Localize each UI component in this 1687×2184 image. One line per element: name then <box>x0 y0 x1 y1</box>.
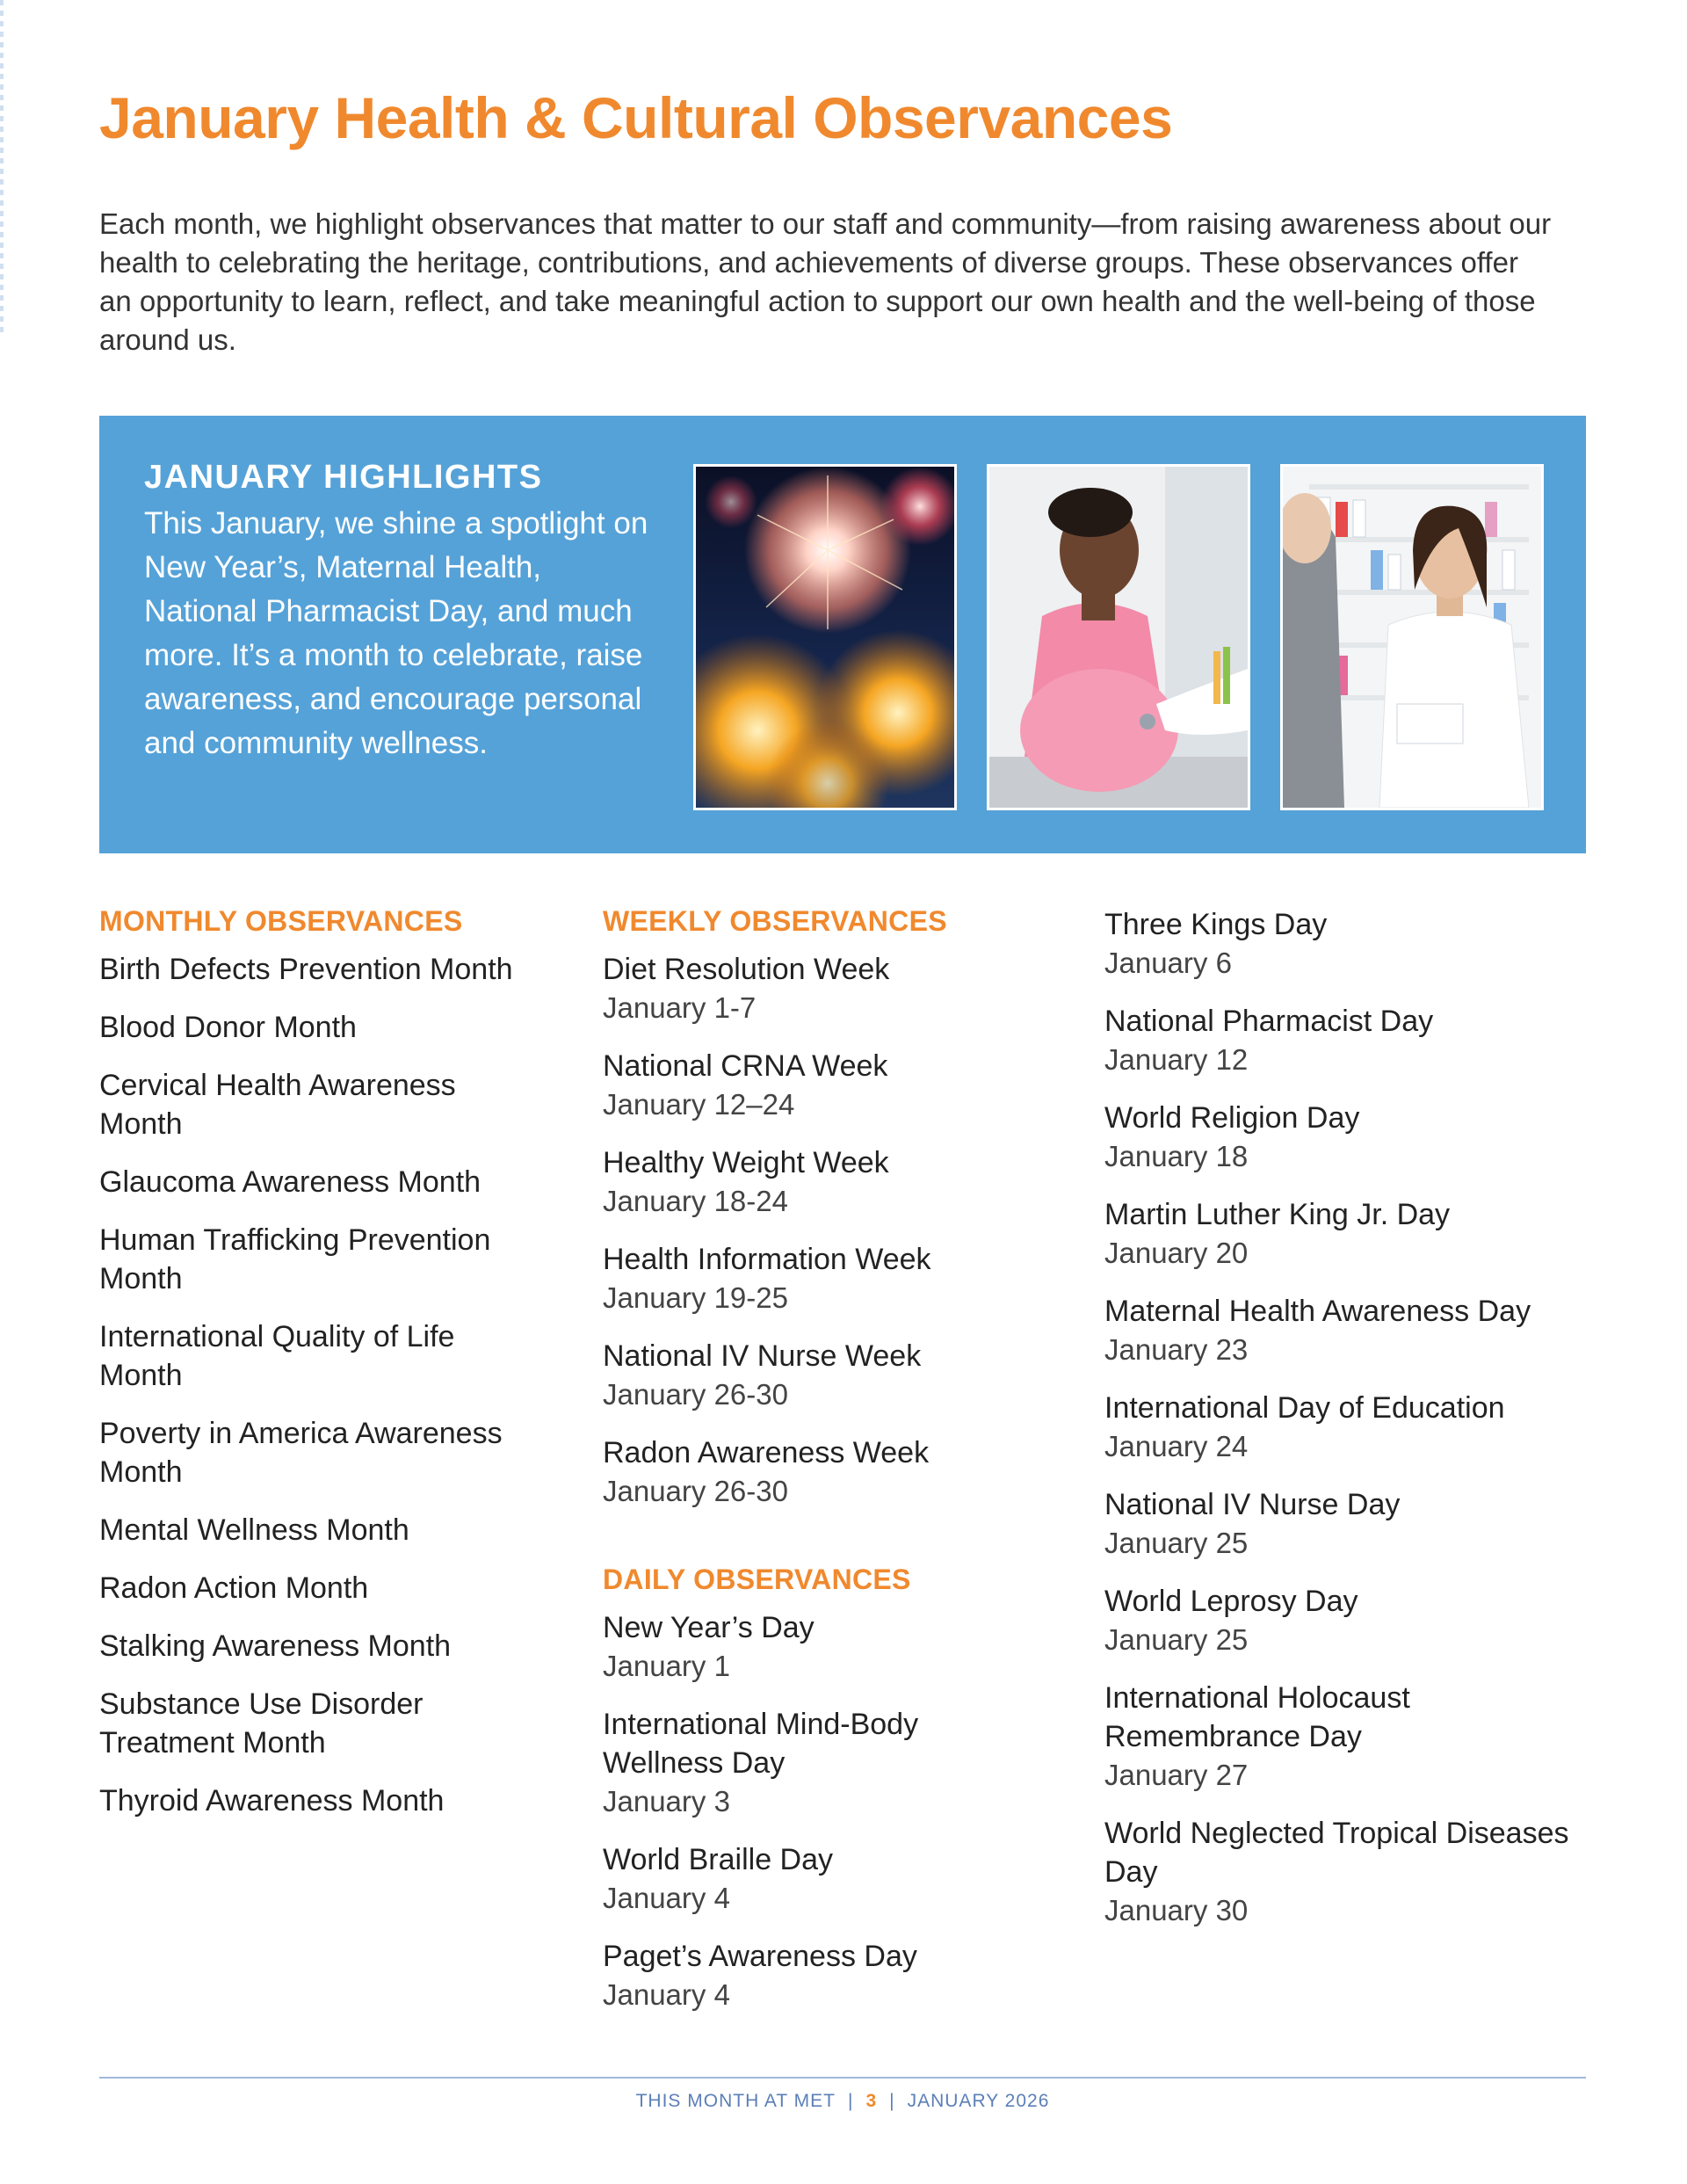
highlights-text <box>144 459 654 765</box>
daily-entry-name: Three Kings Day <box>1104 908 1328 941</box>
page-edge-marks <box>0 0 4 334</box>
monthly-list <box>99 950 539 1820</box>
daily-entry <box>1104 1389 1586 1466</box>
daily-heading: DAILY OBSERVANCES <box>603 1564 911 1595</box>
monthly-item: Stalking Awareness Month <box>99 1629 452 1663</box>
monthly-item: Thyroid Awareness Month <box>99 1784 445 1818</box>
daily-entry-date: January 24 <box>1104 1430 1249 1462</box>
daily-entry-name: World Leprosy Day <box>1104 1585 1358 1618</box>
daily-entry-date: January 1 <box>603 1650 730 1682</box>
footer-publication: THIS MONTH AT MET <box>635 2091 836 2111</box>
weekly-heading: WEEKLY OBSERVANCES <box>603 905 947 937</box>
daily-entry-name: Maternal Health Awareness Day <box>1104 1295 1531 1328</box>
intro-paragraph: Each month, we highlight observances that matter to our staff and community—from raising awareness about our health to celebrating the heritage, contributions, and achievements of diverse groups. These observances offer an opportunity to learn, reflect, and take meaningful action to support our own health and the well-being of those around us. <box>99 207 1552 356</box>
weekly-entry <box>603 1240 1042 1317</box>
weekly-entry <box>603 1047 1042 1124</box>
monthly-heading: MONTHLY OBSERVANCES <box>99 905 463 937</box>
daily-entry-date: January 18 <box>1104 1140 1249 1172</box>
weekly-entry-date: January 26-30 <box>603 1475 788 1507</box>
daily-entry-date: January 4 <box>603 1978 730 2011</box>
daily-entry <box>603 1937 1042 2014</box>
footer-date: JANUARY 2026 <box>907 2091 1050 2111</box>
weekly-daily-column <box>603 905 1042 2034</box>
monthly-item: Blood Donor Month <box>99 1011 357 1044</box>
weekly-entry-date: January 26-30 <box>603 1378 788 1411</box>
daily-entry <box>1104 1814 1586 1930</box>
monthly-item: International Quality of Life Month <box>99 1320 455 1392</box>
daily-entry <box>1104 1292 1586 1369</box>
monthly-item: Substance Use Disorder Treatment Month <box>99 1687 424 1760</box>
daily-entry-date: January 3 <box>603 1785 730 1818</box>
monthly-item: Human Trafficking Prevention Month <box>99 1223 491 1295</box>
footer-divider <box>99 2077 1586 2079</box>
daily-entry <box>1104 1485 1586 1563</box>
page-title: January Health & Cultural Observances <box>99 85 1173 150</box>
daily-entry-date: January 23 <box>1104 1333 1249 1366</box>
monthly-item: Birth Defects Prevention Month <box>99 953 513 986</box>
weekly-entry-name: Diet Resolution Week <box>603 953 890 986</box>
weekly-entry <box>603 950 1042 1027</box>
daily-continued-column <box>1104 905 1586 1949</box>
daily-entry-name: Paget’s Awareness Day <box>603 1940 917 1973</box>
weekly-entry-date: January 18-24 <box>603 1185 788 1217</box>
daily-entry-date: January 25 <box>1104 1527 1249 1559</box>
daily-entry-name: World Religion Day <box>1104 1101 1360 1135</box>
daily-entry <box>1104 905 1586 983</box>
daily-entry-name: National IV Nurse Day <box>1104 1488 1401 1521</box>
fireworks-photo <box>693 464 957 810</box>
daily-entry-name: International Day of Education <box>1104 1391 1505 1425</box>
daily-entry-name: International Mind-Body Wellness Day <box>603 1708 919 1780</box>
monthly-item: Cervical Health Awareness Month <box>99 1069 456 1141</box>
daily-entry-date: January 4 <box>603 1882 730 1914</box>
daily-entry-date: January 27 <box>1104 1759 1249 1791</box>
daily-entry-name: National Pharmacist Day <box>1104 1005 1434 1038</box>
weekly-entry-date: January 19-25 <box>603 1281 788 1314</box>
daily-entry <box>603 1608 1042 1686</box>
maternal-health-photo <box>987 464 1250 810</box>
daily-entry-name: New Year’s Day <box>603 1611 815 1644</box>
highlights-banner <box>99 416 1586 853</box>
footer-separator: | <box>847 2091 854 2111</box>
weekly-entry-name: National CRNA Week <box>603 1049 888 1083</box>
daily-entry <box>1104 1099 1586 1176</box>
daily-entry <box>1104 1195 1586 1273</box>
daily-entry-date: January 12 <box>1104 1043 1249 1076</box>
monthly-item: Poverty in America Awareness Month <box>99 1417 503 1489</box>
weekly-entry-date: January 12–24 <box>603 1088 795 1121</box>
daily-entry <box>1104 1582 1586 1659</box>
weekly-entry-date: January 1-7 <box>603 991 757 1024</box>
pharmacist-photo <box>1280 464 1544 810</box>
footer-page-number: 3 <box>865 2091 878 2111</box>
daily-entry <box>603 1705 1042 1821</box>
page-footer <box>99 2091 1586 2112</box>
footer-separator: | <box>889 2091 895 2111</box>
weekly-entry <box>603 1337 1042 1414</box>
daily-entry <box>1104 1002 1586 1079</box>
daily-entry-date: January 20 <box>1104 1237 1249 1269</box>
daily-entry-name: International Holocaust Remembrance Day <box>1104 1681 1410 1753</box>
monthly-column <box>99 905 539 1839</box>
weekly-entry <box>603 1433 1042 1511</box>
daily-entry-name: World Neglected Tropical Diseases Day <box>1104 1817 1569 1889</box>
daily-entry-date: January 6 <box>1104 947 1232 979</box>
highlights-body: This January, we shine a spotlight on New Year’s, Maternal Health, National Pharmacist Day, and much more. It’s a month to celebrate, raise awareness, and encourage personal and community wellness. <box>144 506 648 760</box>
weekly-entry-name: Health Information Week <box>603 1243 931 1276</box>
monthly-item: Mental Wellness Month <box>99 1513 409 1547</box>
daily-entry-name: Martin Luther King Jr. Day <box>1104 1198 1451 1231</box>
weekly-entry-name: Healthy Weight Week <box>603 1146 889 1179</box>
daily-entry <box>603 1840 1042 1918</box>
weekly-entry-name: National IV Nurse Week <box>603 1339 922 1373</box>
weekly-entry-name: Radon Awareness Week <box>603 1436 930 1469</box>
daily-entry-date: January 30 <box>1104 1894 1249 1926</box>
monthly-item: Glaucoma Awareness Month <box>99 1165 481 1199</box>
weekly-entry <box>603 1143 1042 1221</box>
monthly-item: Radon Action Month <box>99 1571 369 1605</box>
daily-entry <box>1104 1679 1586 1795</box>
highlights-heading: JANUARY HIGHLIGHTS <box>144 459 543 496</box>
daily-entry-name: World Braille Day <box>603 1843 834 1876</box>
daily-entry-date: January 25 <box>1104 1623 1249 1656</box>
